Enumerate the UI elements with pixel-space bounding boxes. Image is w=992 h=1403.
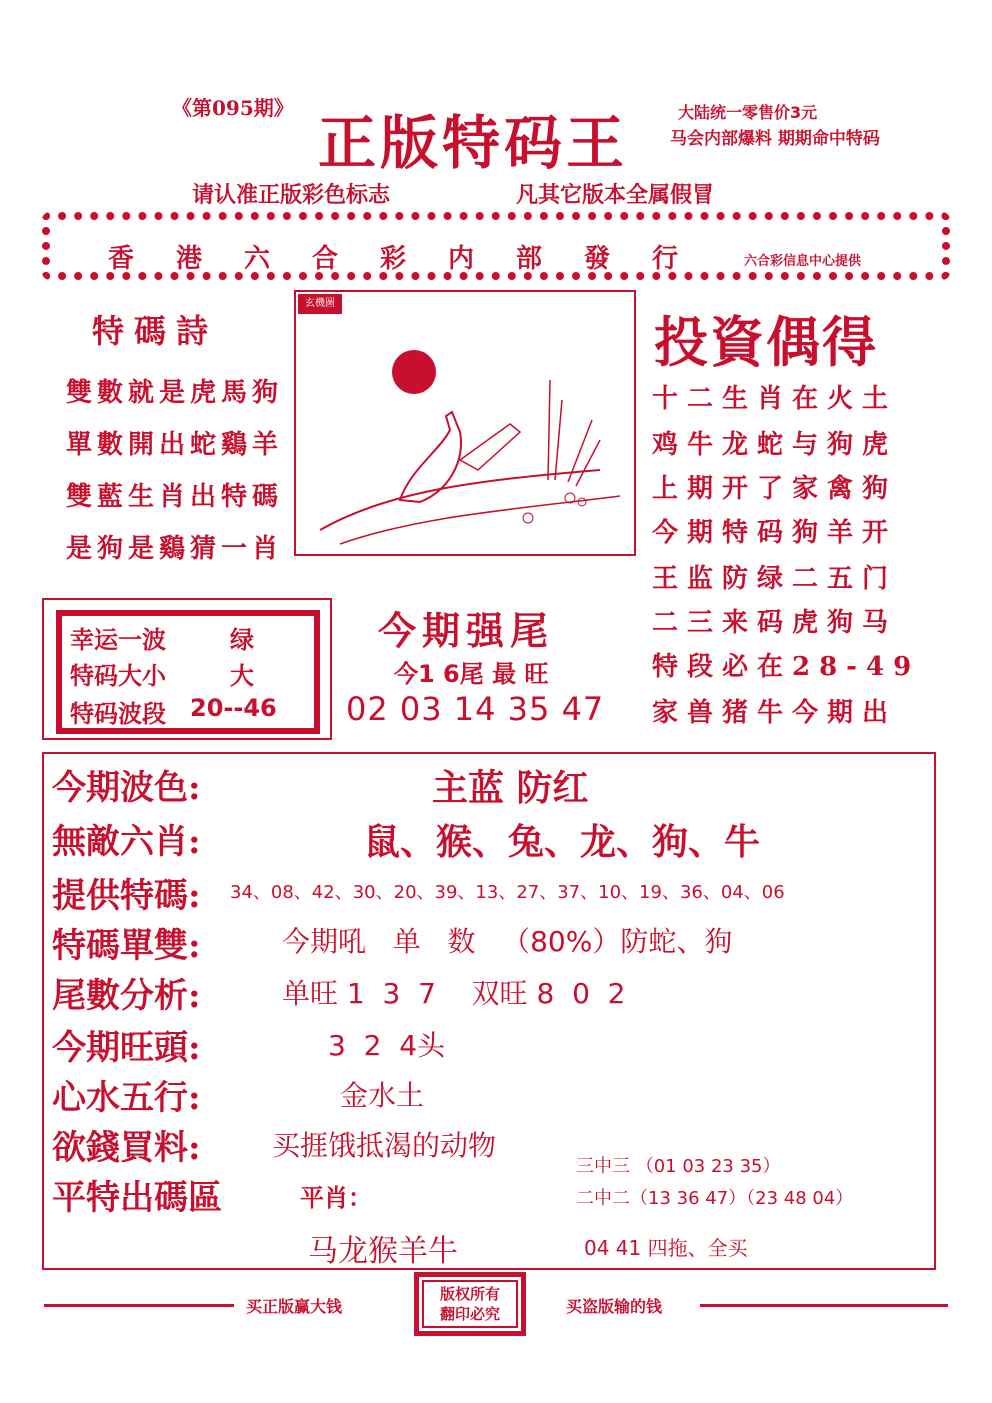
combo-two: 二中二（13 36 47）（23 48 04） (576, 1188, 854, 1209)
authenticity-warning: 请认准正版彩色标志 (192, 183, 391, 208)
strong-tail-subtitle: 今1 6尾 最 旺 (394, 660, 549, 688)
goose-illustration (300, 320, 632, 552)
info-label: 欲錢買料: (52, 1128, 201, 1168)
info-label: 平特出碼區 (52, 1178, 222, 1218)
info-label: 提供特碼: (52, 876, 201, 916)
price-tagline: 大陆统一零售价3元 (678, 103, 818, 122)
info-label: 今期波色: (52, 768, 201, 808)
info-value: 主蓝 防红 (432, 768, 589, 809)
info-label: 今期旺頭: (52, 1028, 201, 1068)
poem-line: 單數開出蛇鷄羊 (66, 430, 284, 460)
range-label: 特码波段 (70, 700, 166, 728)
footer-divider-left (44, 1304, 234, 1307)
verse-line: 王监防绿二五门 (652, 564, 898, 594)
footer-divider-right (700, 1304, 948, 1307)
combo-three: 三中三 （01 03 23 35） (576, 1156, 781, 1177)
info-value: 平肖： (300, 1184, 372, 1212)
size-label: 特码大小 (70, 662, 166, 690)
info-value: 今期吼 单 数 （80%）防蛇、狗 (282, 925, 733, 958)
riddle-picture-stamp: 玄機圖 (298, 294, 342, 314)
info-label: 無敵六肖: (52, 822, 201, 862)
size-value: 大 (230, 662, 254, 690)
verse-line: 特段必在28-49 (652, 652, 921, 682)
flat-animals: 马龙猴羊牛 (308, 1234, 458, 1269)
range-value: 20--46 (190, 694, 277, 722)
verse-line: 二三来码虎狗马 (652, 608, 898, 638)
poem-line: 雙數就是虎馬狗 (66, 378, 284, 408)
counterfeit-warning: 凡其它版本全属假冒 (516, 183, 715, 208)
lucky-wave-value: 绿 (230, 626, 254, 654)
lucky-wave-label: 幸运一波 (70, 626, 166, 654)
info-value: 单旺 1 3 7 双旺 8 0 2 (282, 977, 626, 1010)
verse-line: 鸡牛龙蛇与狗虎 (652, 430, 898, 460)
footer-slogan-right: 买盗版输的钱 (566, 1297, 663, 1316)
page-title: 正版特码王 (318, 109, 629, 177)
info-label: 尾數分析: (52, 976, 201, 1016)
poem-title: 特碼詩 (92, 312, 219, 350)
banner-provider: 六合彩信息中心提供 (744, 254, 862, 269)
info-value: 买捱饿抵渴的动物 (272, 1129, 497, 1162)
footer-slogan-left: 买正版赢大钱 (246, 1297, 343, 1316)
strong-tail-numbers: 02 03 14 35 47 (346, 690, 605, 728)
info-value: 34、08、42、30、20、39、13、27、37、10、19、36、04、06 (230, 882, 785, 903)
poem-line: 雙藍生肖出特碼 (66, 482, 284, 512)
info-label: 特碼單雙: (52, 926, 201, 966)
copyright-line: 版权所有 (439, 1285, 500, 1303)
copyright-notice (422, 1280, 518, 1328)
goose-icon (400, 412, 461, 502)
banner-title: 香港六合彩内部發行 (108, 244, 721, 274)
combo-drag: 04 41 四拖、全买 (584, 1236, 748, 1260)
verse-line: 今期特码狗羊开 (652, 518, 898, 548)
investment-title: 投資偶得 (654, 310, 878, 374)
verse-line: 上期开了家禽狗 (652, 474, 898, 504)
info-label: 心水五行: (52, 1078, 201, 1118)
sun-icon (392, 350, 436, 394)
issue-number: 《第095期》 (172, 96, 294, 120)
verse-line: 十二生肖在火土 (652, 384, 898, 414)
promo-tagline: 马会内部爆料 期期命中特码 (670, 129, 880, 149)
copyright-line: 翻印必究 (439, 1305, 500, 1323)
info-value: 金水土 (340, 1079, 425, 1112)
info-value: 3 2 4头 (328, 1029, 446, 1062)
poem-line: 是狗是鷄猜一肖 (66, 534, 284, 564)
strong-tail-title: 今期强尾 (378, 608, 555, 653)
verse-line: 家兽猪牛今期出 (652, 698, 898, 728)
info-value: 鼠、猴、兔、龙、狗、牛 (364, 822, 761, 863)
